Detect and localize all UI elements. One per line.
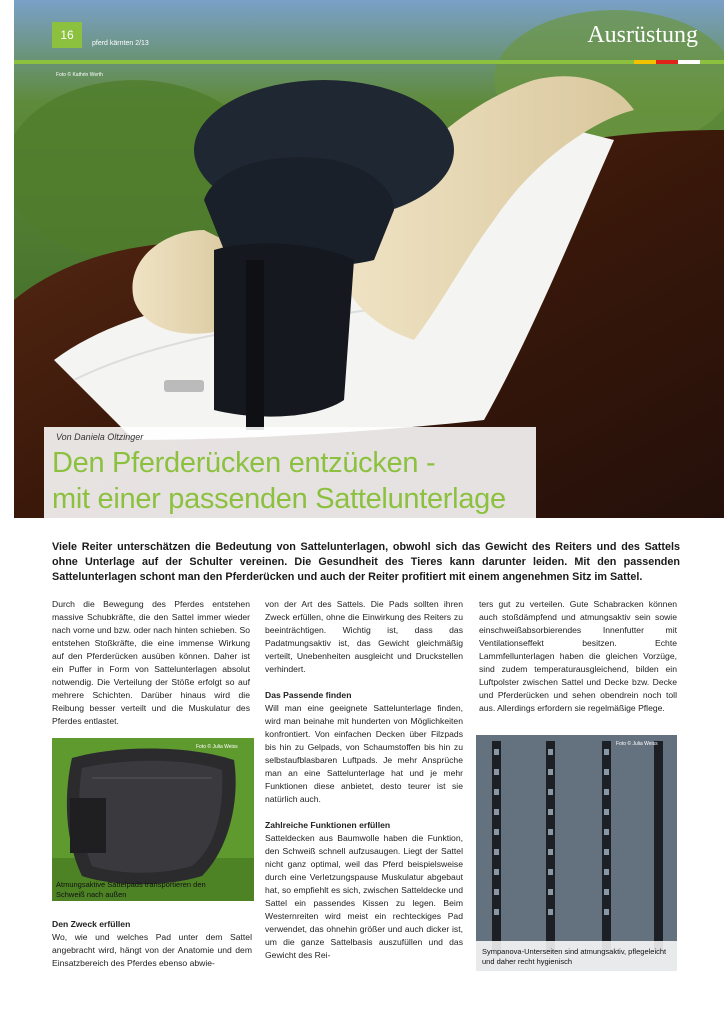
saddle-pad-photo — [52, 738, 254, 901]
pad-photo-credit: Foto © Julia Weiss — [196, 744, 238, 750]
column-3 — [479, 598, 677, 715]
subheading: Den Zweck erfüllen — [52, 919, 131, 929]
section-title: Ausrüstung — [587, 22, 698, 48]
flag-stripes — [634, 60, 700, 64]
byline: Von Daniela Oltzinger — [56, 432, 144, 442]
body-paragraph: Will man eine geeignete Sattelunterlage finden, wird man beinahe mit hunderten von Möglichkeiten konfrontiert. Von einfachen Decken über Filzpads bis hin zu Gelpads, von Schaumstoffen bis hin zu selbstaufblasbaren Luftpads. Je mehr Ansprüche man an eine Sattelunterlage hat und je mehr Funktionen diese anbietet, desto teurer ist sie natürlich auch. — [265, 703, 463, 804]
body-paragraph: ters gut zu verteilen. Gute Schabracken können auch stoßdämpfend und atmungsaktiv sein sowie einschweißabsorbierendes Innenfutter mit Ventilationseffekt besitzen. Echte Lammfellunterlagen haben die gleichen Vorzüge, sind zudem temperaturausgleichend, bilden ein Luftpolster zwischen Sattel und Decke bzw. Decke und Pferderücken und sehen obendrein noch toll aus. Allerdings erfordern sie regelmäßige Pflege. — [479, 599, 677, 713]
column-1-continued — [52, 918, 252, 970]
column-1-intro — [52, 598, 250, 728]
sympanova-photo-credit: Foto © Julia Weiss — [616, 741, 658, 747]
hero-photo-credit: Foto © Kathrin Werth — [56, 72, 103, 78]
subheading: Das Passende finden — [265, 690, 352, 700]
subheading: Zahlreiche Funktionen erfüllen — [265, 820, 391, 830]
flag-stripe-yellow — [634, 60, 656, 64]
body-paragraph: Satteldecken aus Baumwolle haben die Funktion, den Schweiß schnell aufzusaugen. Liegt der Sattel nicht ganz optimal, weil das Pferd beispielsweise durch eine Verletzungspause Muskulatur abgebaut hat, so empfiehlt es sich, zwischen Satteldecke und Sattel ein passendes Kissen zu legen. Beim Westernreiten wird meist ein rechteckiges Pad verwendet, das ohnehin größer und auch dicker ist, um die ganze Sattelbasis auszufüllen und das Gewicht des Rei- — [265, 833, 463, 960]
body-paragraph: Wo, wie und welches Pad unter dem Sattel angebracht wird, hängt von der Anatomie und dem Einsatzbereich des Pferdes ebenso abwie- — [52, 932, 252, 968]
headline-line-2: mit einer passenden Sattelunterlage — [52, 483, 506, 515]
lead-paragraph: Viele Reiter unterschätzen die Bedeutung von Sattelunterlagen, obwohl sich das Gewicht des Reiters und des Sattels ohne Unterlage auf der Schulter vereinen. Die Gesundheit des Tieres kann darunter leiden. Mit den passenden Sattelunterlagen schont man den Pferderücken und auch der Reiter profitiert mit einem angenehmen Sitz im Sattel. — [52, 541, 680, 583]
sympanova-photo — [476, 735, 677, 971]
pad-photo-caption: Atmungsaktive Sattelpads transportieren den Schweiß nach außen — [56, 880, 206, 899]
flag-stripe-red — [656, 60, 678, 64]
sympanova-photo-caption: Sympanova-Unterseiten sind atmungsaktiv, pflegeleicht und daher recht hygienisch — [482, 947, 667, 966]
magazine-issue: pferd kärnten 2/13 — [92, 40, 149, 47]
page-number: 16 — [52, 22, 82, 48]
body-paragraph: von der Art des Sattels. Die Pads sollten ihren Zweck erfüllen, ohne die Einwirkung des Reiters zu beeinträchtigen. Wichtig ist, dass das Padatmungsaktiv ist, das Gewicht gleichmäßig verteilt, Unebenheiten ausgleicht und Druckstellen verhindert. — [265, 599, 463, 674]
flag-stripe-white — [678, 60, 700, 64]
header-rule — [14, 60, 724, 64]
column-2 — [265, 598, 463, 962]
body-paragraph: Durch die Bewegung des Pferdes entstehen massive Schubkräfte, die den Sattel immer wieder nach vorne und bzw. oder nach hinten schieben. So entstehen Stoßkräfte, die eine immense Wirkung auf den Pferderücken ausüben können. Daher ist ein Puffer in Form von Sattelunterlagen absolut notwendig. Die Verteilung der Stöße erfolgt so auf mehrere Schichten. Darüber hinaus wird die Reibung besser verteilt und die Muskulatur des Pferdes entlastet. — [52, 599, 250, 726]
headline-line-1: Den Pferderücken entzücken - — [52, 447, 436, 479]
